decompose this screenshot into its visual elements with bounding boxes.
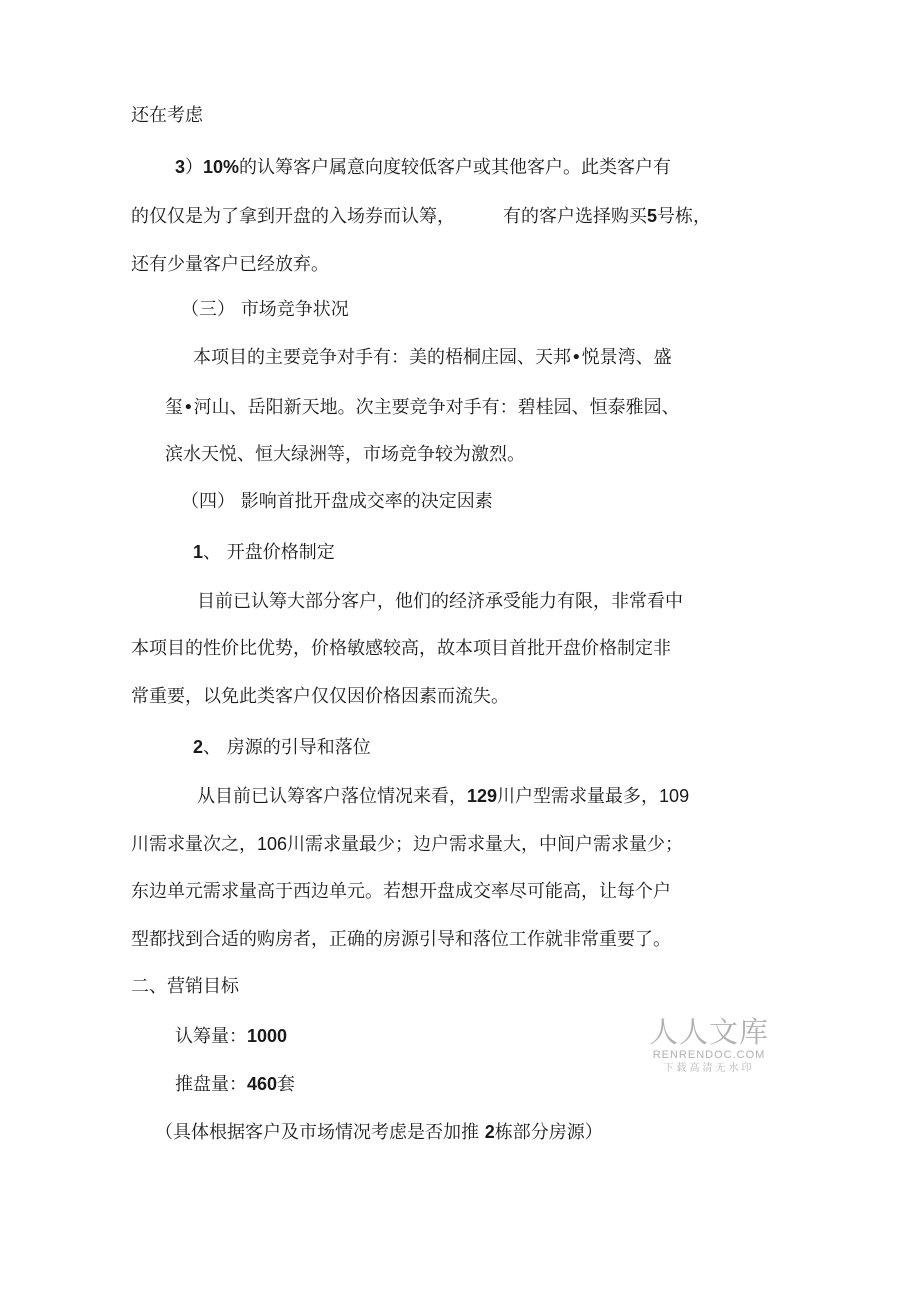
- unit-number: 109: [659, 786, 690, 806]
- text-span: 有的客户选择购买: [503, 206, 647, 227]
- section-heading: （三） 市场竞争状况: [181, 299, 349, 320]
- section-heading: （四） 影响首批开盘成交率的决定因素: [181, 491, 493, 512]
- unit-number: 129: [467, 786, 498, 806]
- text-line: 目前已认筹大部分客户，他们的经济承受能力有限，非常看中: [197, 591, 683, 612]
- target-line: [175, 1072, 295, 1097]
- target-line: [175, 1024, 287, 1049]
- text-line: [197, 784, 689, 809]
- target-value: 460: [247, 1074, 278, 1094]
- text-line: 本项目的主要竞争对手有：美的梧桐庄园、天邦•悦景湾、盛: [193, 347, 672, 368]
- text-line: 型都找到合适的购房者，正确的房源引导和落位工作就非常重要了。: [131, 929, 671, 950]
- target-label: 推盘量：: [175, 1074, 247, 1095]
- target-unit: 套: [277, 1074, 296, 1095]
- building-number: 5: [647, 206, 658, 226]
- text-line: 还有少量客户已经放弃。: [131, 254, 329, 275]
- text-line: [131, 832, 683, 857]
- text-line: 还在考虑: [131, 105, 203, 126]
- text-line: 东边单元需求量高于西边单元。若想开盘成交率尽可能高，让每个户: [131, 881, 671, 902]
- watermark-title: 人人文库: [648, 1015, 769, 1049]
- list-number: 3: [175, 157, 186, 177]
- text-span: 的认筹客户属意向度较低客户或其他客户。此类客户有: [239, 157, 672, 178]
- text-span: 栋部分房源）: [494, 1122, 603, 1143]
- text-span: 、 开盘价格制定: [203, 542, 335, 563]
- text-line: [175, 155, 671, 180]
- percent-value: 10%: [203, 157, 240, 177]
- list-number: 2: [193, 737, 204, 757]
- text-span: 、 房源的引导和落位: [203, 737, 371, 758]
- text-span: 川户型需求量最多，: [497, 786, 660, 807]
- building-number: 2: [484, 1122, 495, 1142]
- subsection-heading: [193, 540, 335, 565]
- watermark-logo: [646, 1016, 772, 1076]
- text-line: 玺•河山、岳阳新天地。次主要竞争对手有：碧桂园、恒泰雅园、: [165, 397, 680, 418]
- text-span: 川需求量次之，: [131, 834, 257, 855]
- text-span: ）: [185, 157, 204, 178]
- target-value: 1000: [247, 1026, 288, 1046]
- list-number: 1: [193, 542, 204, 562]
- unit-number: 106: [257, 834, 288, 854]
- text-span: 号栋，: [657, 206, 712, 227]
- watermark-subtitle: 下载高清无水印: [663, 1063, 755, 1074]
- text-span: 川需求量最少；边户需求量大，中间户需求量少；: [287, 834, 684, 855]
- text-line: 滨水天悦、恒大绿洲等，市场竞争较为激烈。: [165, 444, 525, 465]
- section-heading: 二、营销目标: [131, 976, 239, 997]
- text-span: 从目前已认筹客户落位情况来看，: [197, 786, 467, 807]
- text-span: （具体根据客户及市场情况考虑是否加推: [155, 1122, 485, 1143]
- text-line: 常重要，以免此类客户仅仅因价格因素而流失。: [131, 686, 509, 707]
- watermark-site: RENRENDOC.COM: [652, 1049, 766, 1061]
- text-line: [131, 204, 711, 229]
- note-line: [155, 1120, 603, 1145]
- text-span: 的仅仅是为了拿到开盘的入场券而认筹，: [131, 206, 455, 227]
- text-line: 本项目的性价比优势，价格敏感较高，故本项目首批开盘价格制定非: [131, 638, 671, 659]
- subsection-heading: [193, 735, 371, 760]
- target-label: 认筹量：: [175, 1026, 247, 1047]
